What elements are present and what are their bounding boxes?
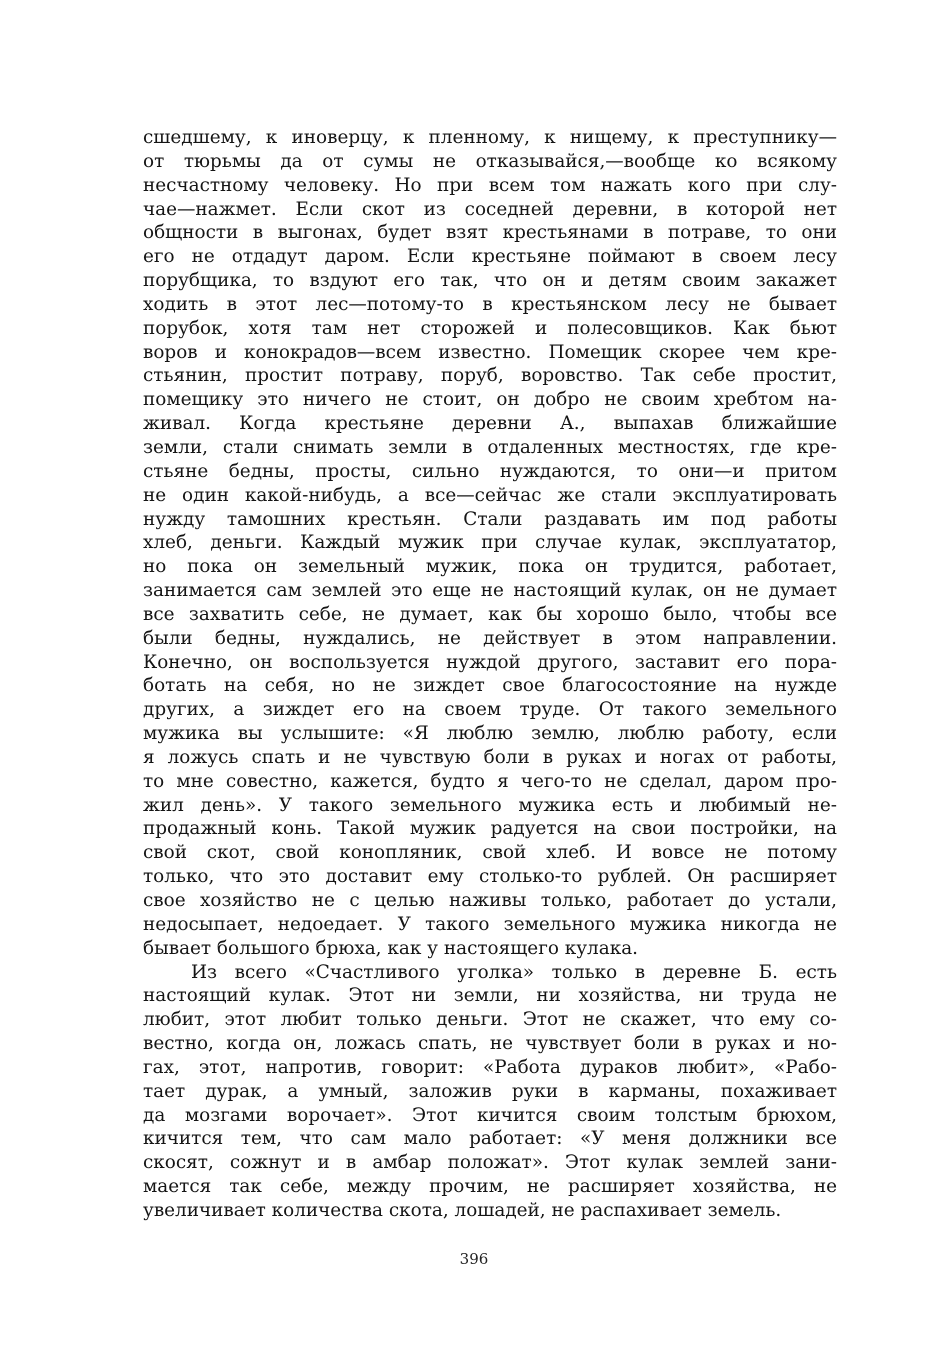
text-line: любит, этот любит только деньги. Этот не скажет, что ему со- bbox=[143, 1009, 837, 1031]
text-line: несчастному человеку. Но при всем том нажать кого при слу- bbox=[143, 174, 837, 196]
text-line: настоящий кулак. Этот ни земли, ни хозяйства, ни труда не bbox=[143, 985, 837, 1007]
text-line: увеличивает количества скота, лошадей, не распахивает земель. bbox=[143, 1199, 782, 1221]
text-line: ботать на себя, но не зиждет свое благосостояние на нужде bbox=[143, 675, 837, 697]
text-line: порубок, хотя там нет сторожей и полесовщиков. Как бьют bbox=[143, 317, 837, 339]
text-line: мается так себе, между прочим, не расширяет хозяйства, не bbox=[143, 1176, 837, 1198]
text-line: воров и конокрадов—всем известно. Помещик скорее чем кре- bbox=[143, 341, 837, 363]
text-line: живал. Когда крестьяне деревни А., выпахав ближайшие bbox=[143, 413, 837, 435]
text-line: свое хозяйство не с целью наживы только, работает до устали, bbox=[143, 890, 837, 911]
text-line: то мне совестно, кажется, будто я чего-то не сделал, даром про- bbox=[143, 770, 837, 792]
body-text bbox=[143, 126, 837, 1223]
text-line: мужика вы услышите: «Я люблю землю, люблю работу, если bbox=[143, 723, 837, 745]
text-line: от тюрьмы да от сумы не отказывайся,—вообще ко всякому bbox=[143, 150, 837, 172]
text-line: стьяне бедны, просты, сильно нуждаются, то они—и притом bbox=[143, 460, 837, 482]
text-line: не один какой-нибудь, а все—сейчас же стали эксплуатировать bbox=[143, 484, 837, 506]
text-line: бывает большого брюха, как у настоящего кулака. bbox=[143, 937, 639, 959]
text-line: свой скот, свой конопляник, свой хлеб. И вовсе не потому bbox=[143, 842, 837, 864]
text-line: скосят, сожнут и в амбар положат». Этот кулак землей зани- bbox=[143, 1152, 837, 1174]
paragraph-start-line: Из всего «Счастливого уголка» только в деревне Б. есть bbox=[191, 961, 837, 983]
text-line: порубщика, то вздуют его так, что он и детям своим закажет bbox=[143, 270, 837, 292]
text-line: нужду тамошних крестьян. Стали раздавать им под работы bbox=[143, 508, 837, 530]
text-line: занимается сам землей это еще не настоящий кулак, он не думает bbox=[143, 580, 837, 602]
text-line: но пока он земельный мужик, пока он трудится, работает, bbox=[143, 556, 837, 578]
text-line: были бедны, нуждались, не действует в этом направлении. bbox=[143, 627, 837, 649]
text-line: общности в выгонах, будет взят крестьянами в потраве, то они bbox=[143, 222, 837, 244]
text-line: я ложусь спать и не чувствую боли в руках и ногах от работы, bbox=[143, 746, 837, 768]
text-line: чае—нажмет. Если скот из соседней деревни, в которой нет bbox=[143, 198, 837, 220]
text-line: да мозгами ворочает». Этот кичится своим толстым брюхом, bbox=[143, 1104, 837, 1126]
page-number: 396 bbox=[459, 1250, 489, 1268]
text-line: недосыпает, недоедает. У такого земельного мужика никогда не bbox=[143, 913, 837, 935]
text-line: Конечно, он воспользуется нуждой другого, заставит его пора- bbox=[143, 651, 837, 673]
text-line: жил день». У такого земельного мужика есть и любимый не- bbox=[143, 794, 837, 816]
text-line: земли, стали снимать земли в отдаленных местностях, где кре- bbox=[143, 436, 837, 458]
text-line: ходить в этот лес—потому-то в крестьянском лесу не бывает bbox=[143, 293, 837, 315]
text-line: вестно, когда он, ложась спать, не чувствует боли в руках и но- bbox=[143, 1033, 837, 1055]
text-line: его не отдадут даром. Если крестьяне поймают в своем лесу bbox=[143, 246, 837, 268]
text-line: стьянин, простит потраву, поруб, воровство. Так себе простит, bbox=[143, 365, 837, 387]
text-line: сшедшему, к иноверцу, к пленному, к нищему, к преступнику— bbox=[143, 127, 837, 148]
text-line: только, что это доставит ему столько-то рублей. Он расширяет bbox=[143, 866, 837, 888]
text-line: тает дурак, а умный, заложив руки в карманы, похаживает bbox=[143, 1080, 837, 1102]
text-line: продажный конь. Такой мужик радуется на свои постройки, на bbox=[143, 818, 837, 840]
text-line: кичится тем, что сам мало работает: «У меня должники все bbox=[143, 1128, 837, 1150]
text-line: помещику это ничего не стоит, он добро не своим хребтом на- bbox=[143, 389, 837, 411]
text-line: хлеб, деньги. Каждый мужик при случае кулак, эксплуататор, bbox=[143, 532, 837, 554]
text-line: все захватить себе, не думает, как бы хорошо было, чтобы все bbox=[143, 603, 837, 625]
text-line: других, а зиждет его на своем труде. От такого земельного bbox=[143, 699, 837, 721]
text-line: гах, этот, напротив, говорит: «Работа дураков любит», «Рабо- bbox=[143, 1056, 837, 1078]
